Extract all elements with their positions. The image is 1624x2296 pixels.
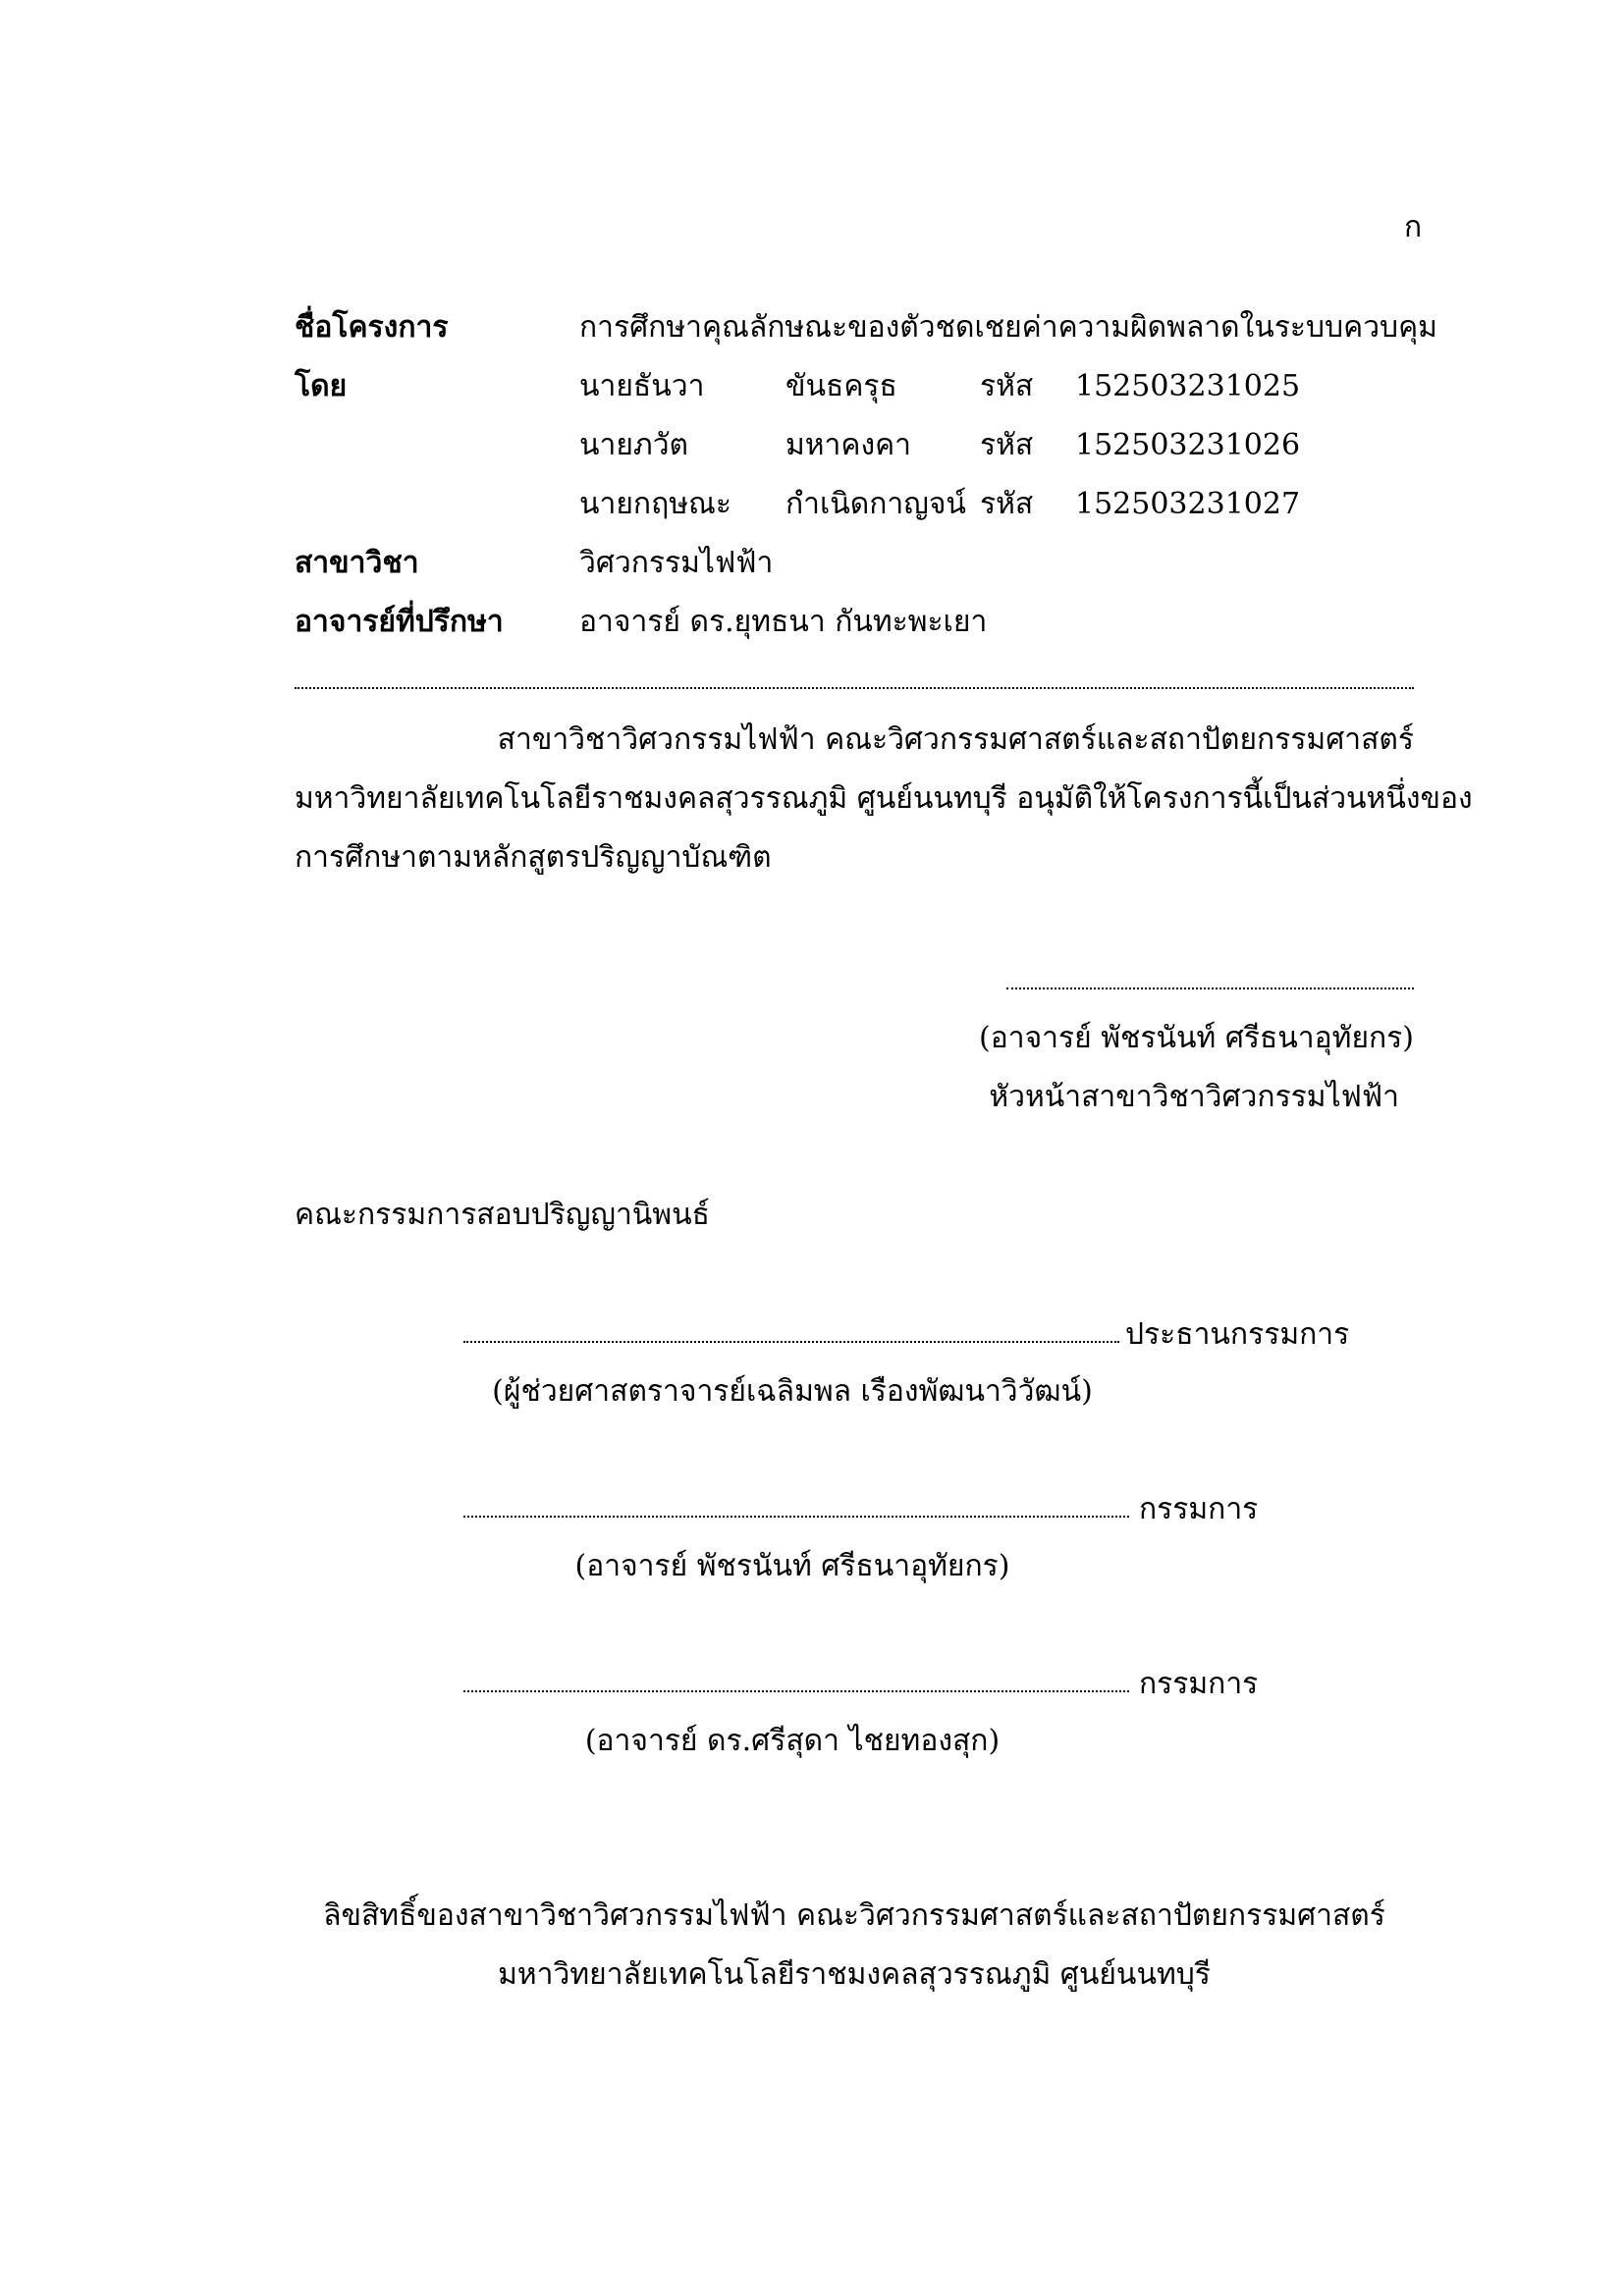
page-number: ก	[1404, 210, 1423, 244]
approval-line: สาขาวิชาวิศวกรรมไฟฟ้า คณะวิศวกรรมศาสตร์และสถาปัตยกรรมศาสตร์	[497, 722, 1414, 757]
author-code-label: รหัส	[980, 369, 1034, 403]
signature-line	[1006, 988, 1414, 989]
committee-name: (ผู้ช่วยศาสตราจารย์เฉลิมพล เรืองพัฒนาวิวัฒน์)	[492, 1374, 1093, 1409]
committee-name: (อาจารย์ ดร.ศรีสุดา ไชยทองสุก)	[584, 1724, 1001, 1758]
committee-heading: คณะกรรมการสอบปริญญานิพนธ์	[295, 1198, 710, 1232]
committee-role: กรรมการ	[1139, 1492, 1259, 1526]
major-value: วิศวกรรมไฟฟ้า	[579, 546, 774, 580]
author-code: 152503231026	[1075, 428, 1301, 462]
signature-line	[463, 1341, 1119, 1343]
head-name: (อาจารย์ พัชรนันท์ ศรีธนาอุทัยกร)	[979, 1021, 1414, 1055]
copyright-line: มหาวิทยาลัยเทคโนโลยีราชมงคลสุวรรณภูมิ ศูนย์นนทบุรี	[498, 1957, 1211, 1992]
author-last-name: ขันธครุธ	[785, 369, 897, 403]
signature-line	[463, 1690, 1129, 1692]
author-first-name: นายธันวา	[579, 369, 705, 403]
author-code-label: รหัส	[980, 428, 1034, 462]
committee-name: (อาจารย์ พัชรนันท์ ศรีธนาอุทัยกร)	[574, 1549, 1010, 1583]
author-first-name: นายภวัต	[579, 428, 689, 462]
project-label: ชื่อโครงการ	[295, 310, 449, 345]
committee-role: ประธานกรรมการ	[1125, 1317, 1350, 1352]
head-title: หัวหน้าสาขาวิชาวิศวกรรมไฟฟ้า	[989, 1080, 1399, 1114]
approval-line: มหาวิทยาลัยเทคโนโลยีราชมงคลสุวรรณภูมิ ศูนย์นนทบุรี อนุมัติให้โครงการนี้เป็นส่วนหนึ่งของ	[295, 781, 1473, 816]
by-label: โดย	[295, 369, 348, 403]
major-label: สาขาวิชา	[295, 546, 419, 580]
project-value: การศึกษาคุณลักษณะของตัวชดเชยค่าความผิดพลาดในระบบควบคุม	[579, 310, 1437, 345]
separator-line	[295, 687, 1414, 689]
signature-line	[463, 1516, 1129, 1518]
approval-line: การศึกษาตามหลักสูตรปริญญาบัณฑิต	[295, 840, 772, 875]
copyright-line: ลิขสิทธิ์ของสาขาวิชาวิศวกรรมไฟฟ้า คณะวิศวกรรมศาสตร์และสถาปัตยกรรมศาสตร์	[323, 1898, 1385, 1933]
author-code-label: รหัส	[980, 487, 1034, 521]
author-last-name: กำเนิดกาญจน์	[785, 487, 966, 521]
author-last-name: มหาคงคา	[785, 428, 912, 462]
advisor-label: อาจารย์ที่ปรึกษา	[295, 605, 504, 639]
author-code: 152503231027	[1075, 487, 1301, 521]
committee-role: กรรมการ	[1139, 1667, 1259, 1701]
author-first-name: นายกฤษณะ	[579, 487, 731, 521]
advisor-value: อาจารย์ ดร.ยุทธนา กันทะพะเยา	[579, 605, 988, 639]
author-code: 152503231025	[1075, 369, 1301, 403]
